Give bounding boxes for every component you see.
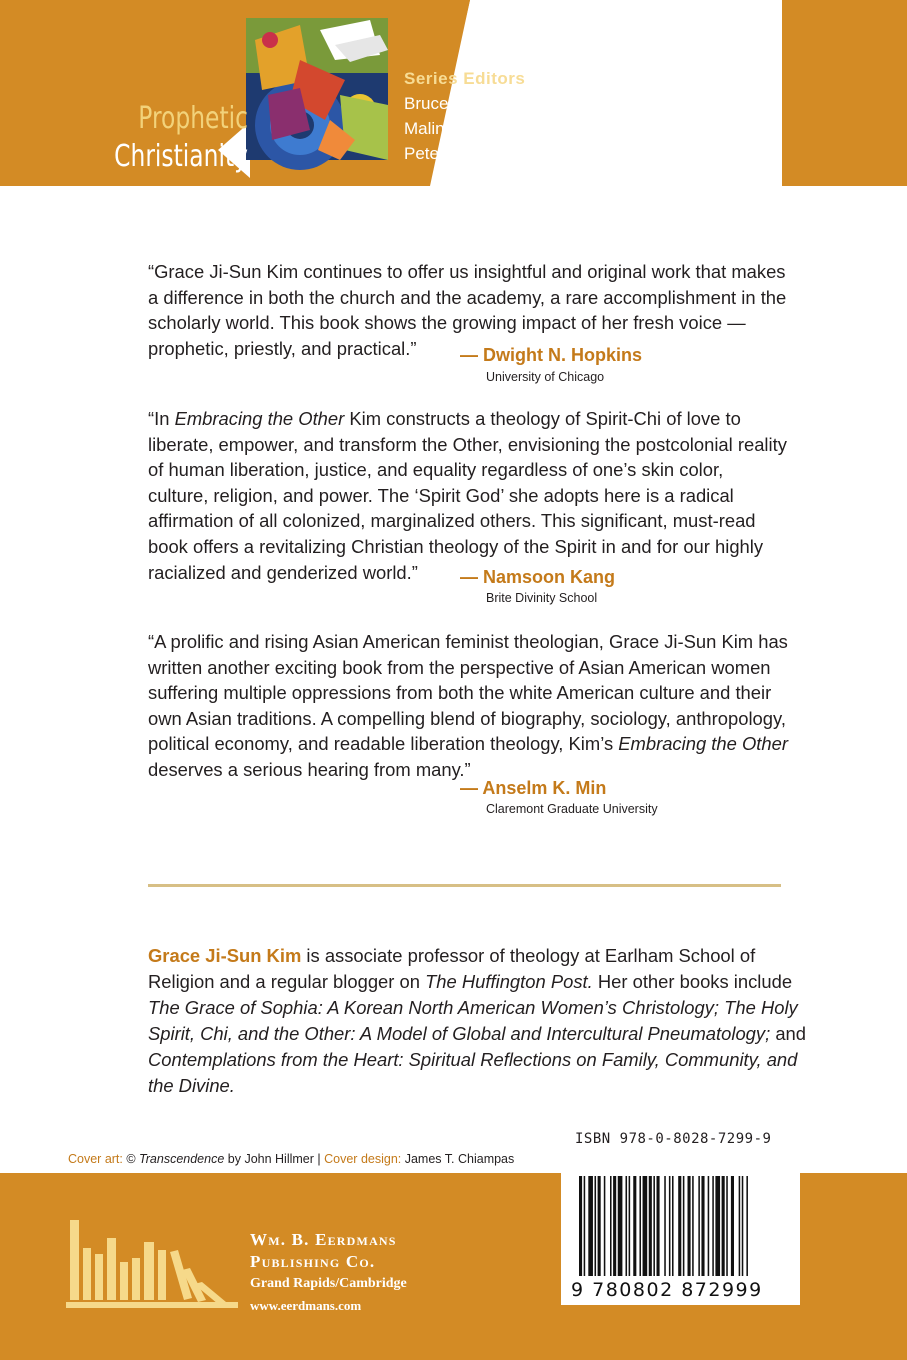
endorsement-author: — Anselm K. Min [460,778,607,798]
bio-text: is associate professor of theology at Earlham School of Religion and a regular blogger on [148,945,756,992]
endorsement-text: “A prolific and rising Asian American feminist theologian, Grace Ji-Sun Kim has written another exciting book from the perspective of Asian American women suffering multiple oppressions from both the white American culture and their own Asian traditions. A compelling blend of biography, sociology, anthropology, political economy, and readable liberation theology, Kim’s [148,631,788,755]
cover-design-label: Cover design: [324,1152,402,1166]
endorsement-text: “Grace Ji-Sun Kim continues to offer us insightful and original work that makes a difference in both the church and the academy, a rare accomplishment in the scholarly world. This book shows the growing impact of her fresh voice — prophetic, priestly, and practical.” [148,261,787,359]
barcode-bar [604,1176,606,1276]
endorsement-affiliation: University of Chicago [486,370,605,384]
publisher-logo-icon [66,1218,246,1310]
isbn-text: ISBN 978-0-8028-7299-9 [575,1131,772,1147]
barcode-bar [649,1176,652,1276]
author-bio [148,943,808,1099]
book-title: Contemplations from the Heart: Spiritual Reflections on Family, Community, and the Divine. [148,1049,798,1096]
series-title-line2: Christianity [114,139,249,174]
barcode-bar [692,1176,694,1276]
endorsement-text: deserves a serious hearing from many.” [148,758,471,780]
barcode-bar [584,1176,586,1276]
barcode-bar [726,1176,728,1276]
barcode-bar [626,1176,628,1276]
series-editor-name: Bruce Ellis Benson [404,94,547,113]
series-editor-name: Peter Goodwin Heltzel [404,144,574,163]
barcode-bar [701,1176,704,1276]
endorsement-affiliation: Claremont Graduate University [486,802,658,816]
endorsement-affiliation: Brite Divinity School [486,591,598,605]
publisher-name [250,1229,407,1317]
barcode-bar [678,1176,681,1276]
barcode-bar [618,1176,623,1276]
barcode-bar [712,1176,714,1276]
endorsement-text: Kim constructs a theology of Spirit-Chi of love to liberate, empower, and transform the Other, envisioning the postcolonial reality of human liberation, justice, and equality regardless of one’s skin color, culture, religion, and power. The ‘Spirit God’ she adopts here is a radical affirmation of all colonized, marginalized others. This significant, must-read book offers a revitalizing Christian theology of the Spirit in and for our highly racialized and genderized world.” [148,408,787,583]
credit-separator: | [313,1152,325,1166]
barcode-bar [664,1176,666,1276]
series-editor-name: Malinda Elizabeth Berry [404,119,584,138]
barcode-bar [683,1176,685,1276]
endorsement-quote [148,629,788,783]
publisher-website[interactable]: www.eerdmans.com [250,1298,362,1313]
copyright-symbol: © [122,1152,140,1166]
barcode-bar [742,1176,744,1276]
cover-artist: by John Hillmer [224,1152,314,1166]
series-editors [404,66,584,166]
barcode-bar [708,1176,710,1276]
book-title: Embracing the Other [174,408,345,429]
barcode-bar [639,1176,641,1276]
series-title-line1: Prophetic [138,101,248,136]
cover-designer: James T. Chiampas [401,1152,515,1166]
section-divider [148,884,781,887]
bio-text: and [770,1023,807,1044]
barcode-bar [739,1176,741,1276]
barcode-bar [610,1176,612,1276]
barcode-bar [598,1176,601,1276]
publisher-location: Grand Rapids/Cambridge [250,1276,407,1291]
barcode-bar [579,1176,582,1276]
barcode-bar [588,1176,593,1276]
barcode-bar [595,1176,597,1276]
blog-name: The Huffington Post. [425,971,593,992]
barcode-bar [643,1176,648,1276]
endorsement-quote [148,406,788,585]
barcode-bar [722,1176,725,1276]
barcode-bar [688,1176,691,1276]
cover-art-label: Cover art: [68,1152,123,1166]
series-title [108,100,248,176]
publisher-line1: Wm. B. Eerdmans [250,1230,397,1249]
barcode-bar [746,1176,748,1276]
bio-text: Her other books include [592,971,793,992]
barcode-bar [613,1176,616,1276]
cover-credits [68,1152,514,1166]
isbn-barcode [561,1170,800,1305]
barcode-bar [657,1176,660,1276]
publisher-line2: Publishing Co. [250,1252,376,1271]
series-editors-heading: Series Editors [404,69,526,88]
barcode-bar [629,1176,631,1276]
barcode-bar [653,1176,655,1276]
barcode-digits: 9 780802 872999 [571,1279,763,1301]
barcode-bar [731,1176,734,1276]
series-header [0,0,907,186]
barcode-bar [633,1176,636,1276]
endorsement-text: “In [148,408,175,429]
book-titles: The Grace of Sophia: A Korean North American Women’s Christology; The Holy Spirit, Chi, and the Other: A Model of Global and Intercultural Pneumatology; [148,997,798,1044]
author-name: Grace Ji-Sun Kim [148,945,302,966]
barcode-bar [669,1176,671,1276]
book-title: Embracing the Other [618,733,788,755]
endorsement-author: — Namsoon Kang [460,567,616,587]
barcode-bar [715,1176,720,1276]
cover-art-image [246,18,388,170]
barcode-bar [698,1176,700,1276]
barcode-bar [672,1176,674,1276]
cover-art-title: Transcendence [139,1152,225,1166]
endorsement-author: — Dwight N. Hopkins [460,345,642,365]
